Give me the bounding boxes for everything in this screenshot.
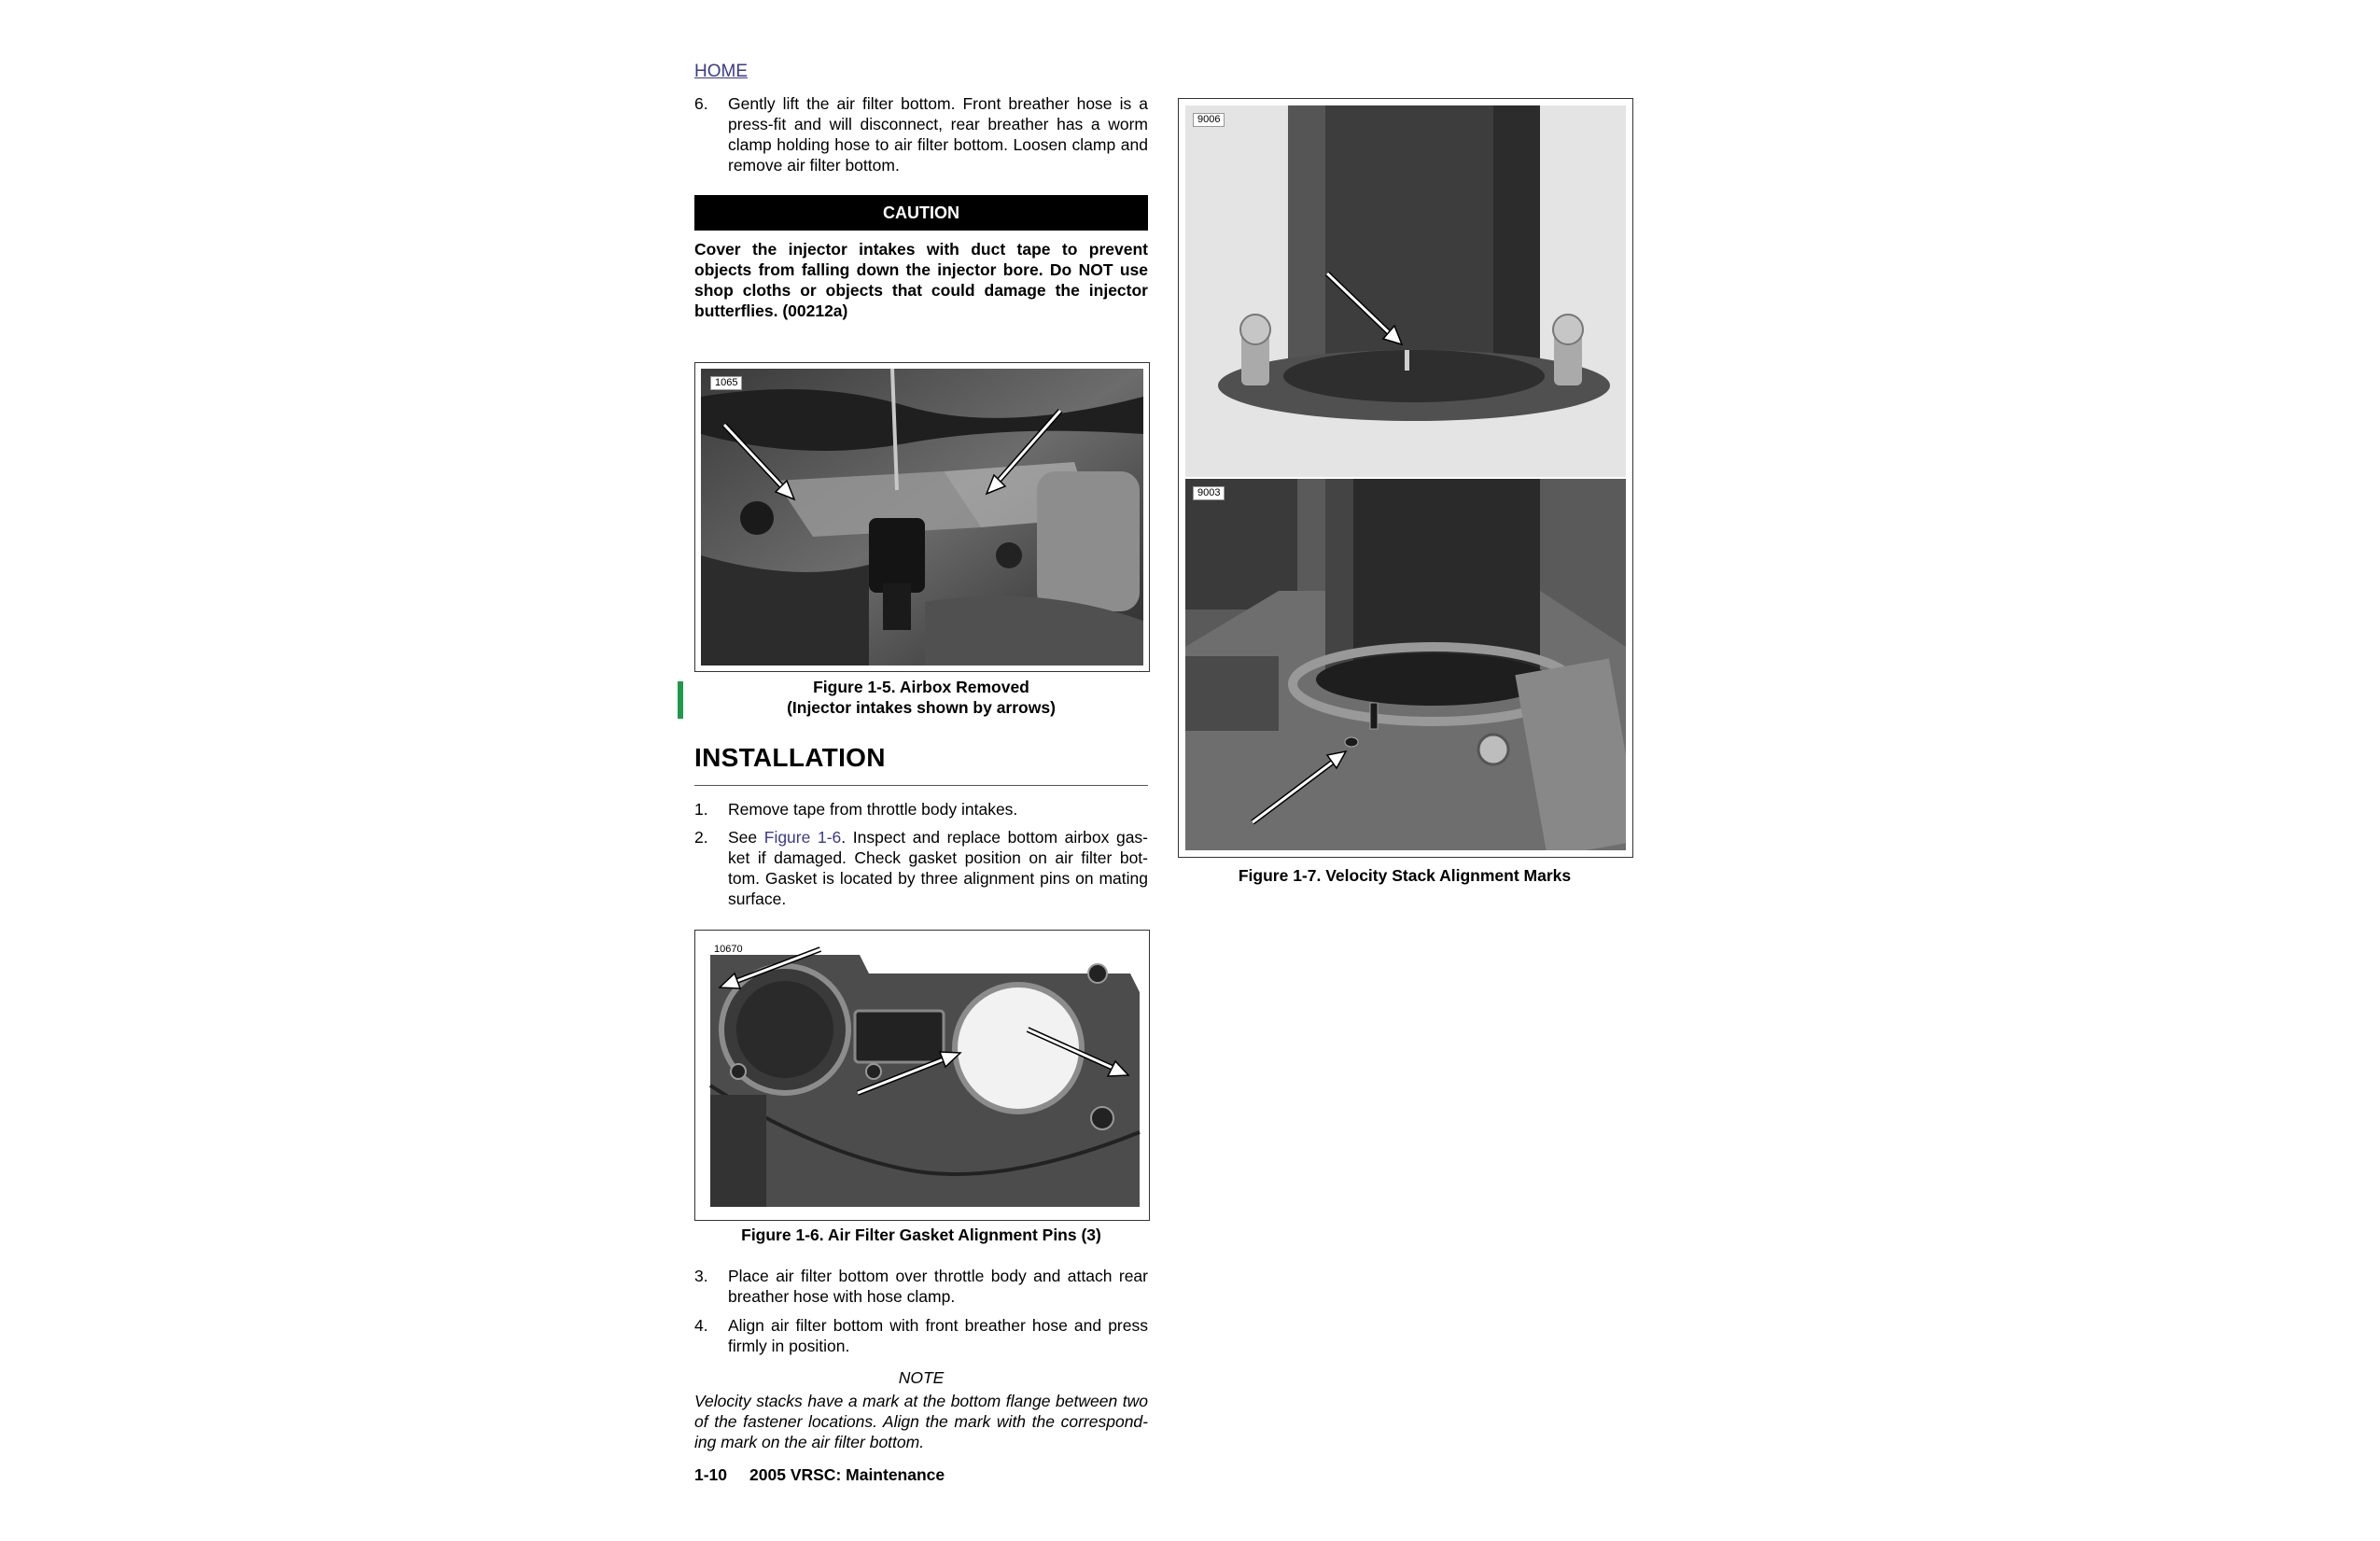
air-filter-mark-photo: [1185, 479, 1626, 850]
figure-id: 9003: [1193, 486, 1225, 500]
caption-line: Figure 1-5. Airbox Removed: [813, 678, 1029, 696]
figure-1-6-link[interactable]: Figure 1-6: [763, 828, 842, 847]
section-title: INSTALLATION: [694, 743, 886, 772]
install-step-3: [694, 1266, 1148, 1307]
step-number: 4.: [694, 1316, 708, 1335]
change-bar: [678, 681, 683, 719]
step-number: 3.: [694, 1267, 708, 1285]
figure-1-5: [694, 362, 1150, 672]
step-number: 6.: [694, 94, 708, 113]
caption-line: (Injector intakes shown by arrows): [787, 698, 1056, 717]
caution-banner: CAUTION: [694, 195, 1148, 231]
step-text-post: . Inspect and replace bottom airbox gas-ket if damaged. Check gasket position on air filter bot-tom. Gasket is located by three alignment pins on mating surface.: [728, 828, 1148, 908]
manual-title: 2005 VRSC: Maintenance: [749, 1465, 945, 1484]
figure-1-7-caption: Figure 1-7. Velocity Stack Alignment Marks: [1238, 866, 1572, 885]
install-step-1: [694, 799, 1148, 820]
caution-text: Cover the injector intakes with duct tape to prevent objects from falling down the injector bore. Do NOT use shop cloths or objects that could damage the injector butterflies. (00212a): [694, 240, 1148, 320]
figure-1-7: [1178, 98, 1633, 858]
figure-id: 1065: [710, 376, 742, 390]
step-number: 1.: [694, 800, 708, 819]
page-footer: [694, 1465, 945, 1485]
step-text-pre: See: [728, 828, 764, 847]
note-text: Velocity stacks have a mark at the bottom flange between two of the fastener locations. Align the mark with the correspond-ing mark on the air filter bottom.: [694, 1392, 1148, 1451]
step-6: [694, 93, 1148, 175]
step-text: Gently lift the air filter bottom. Front breather hose is a press-fit and will disconnect, rear breather has a worm clamp holding hose to air filter bottom. Loosen clamp and remove air filter bottom.: [728, 94, 1148, 175]
figure-1-5-caption: [694, 677, 1148, 718]
home-link[interactable]: HOME: [694, 62, 748, 81]
step-text: [728, 827, 1148, 909]
figure-1-6: [694, 930, 1150, 1221]
step-text: Place air filter bottom over throttle body and attach rear breather hose with hose clamp.: [728, 1267, 1148, 1306]
step-text: Remove tape from throttle body intakes.: [728, 800, 1018, 819]
gasket-photo: [701, 936, 1143, 1214]
figure-id: 9006: [1193, 113, 1225, 127]
section-divider: [694, 785, 1148, 786]
step-text: Align air filter bottom with front breather hose and press firmly in position.: [728, 1316, 1148, 1355]
figure-id: 10670: [714, 944, 743, 955]
install-step-2: [694, 827, 1148, 909]
airbox-removed-photo: [701, 369, 1143, 665]
page-number: 1-10: [694, 1465, 728, 1484]
install-step-4: [694, 1315, 1148, 1356]
note-heading: NOTE: [898, 1368, 945, 1387]
figure-1-6-caption: Figure 1-6. Air Filter Gasket Alignment Pins (3): [741, 1226, 1101, 1244]
step-number: 2.: [694, 828, 708, 847]
velocity-stack-photo: [1185, 105, 1626, 477]
